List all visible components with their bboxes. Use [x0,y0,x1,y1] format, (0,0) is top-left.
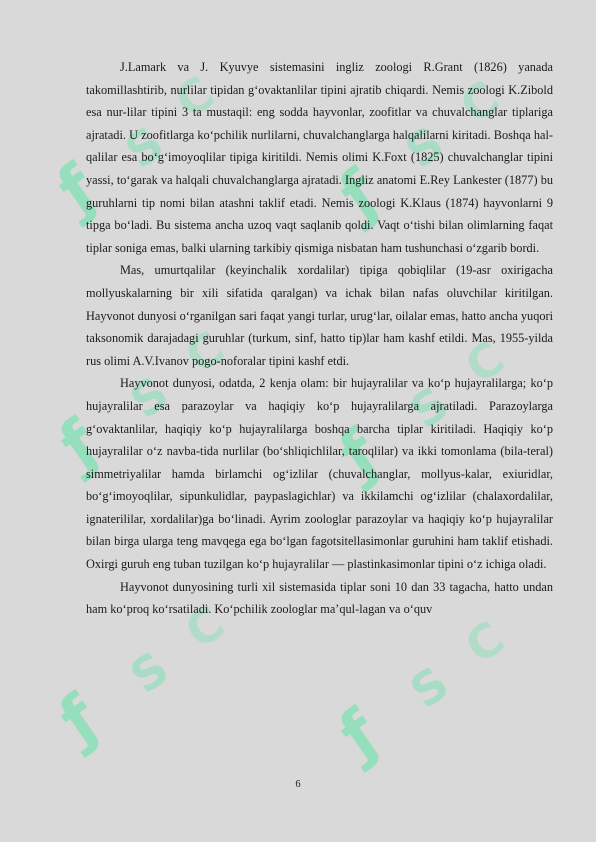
watermark-glyph: ƒ [326,156,392,234]
paragraph: Hayvonot dunyosi, odatda, 2 kenja olam: bir hujayralilar va ko‘p hujayralilarga; ko‘p hujayralilar esa parazoylar va haqiqiy ko‘p hujayralilarga ajratiladi. Parazoylarga g‘ovaktanlilar, haqiqiy ko‘p hujayralilarga boshqa barcha tiplar kiritiladi. Haqiqiy ko‘p hujayralilar o‘z navba-tida nurlilar (bo‘shliqichlilar, taroqlilar) va ikki tomonlama (bila-teral) simmetriyalilar hamda birlamchi og‘izlilar (chuvalchanglar, mollyus-kalar, exiuridlar, bo‘g‘imoyoqlilar, sipunkulidlar, paypaslagichlar) va ikkilamchi og‘izlilar (chalaxordalilar, ignaterililar, xordalilar)ga bo‘linadi. Ayrim zoologlar parazoylar va haqiqiy ko‘p hujayralilar bilan birga ularga teng mavqega ega bo‘lgan fagotsitellasimonlar guruhini ham taklif etishadi. Oxirgi guruh eng tuban tuzilgan ko‘p hujayralilar — plastinkasimonlar tipini o‘z ichiga oladi. [86,376,553,572]
watermark-glyph: S [120,640,179,705]
paragraph: J.Lamark va J. Kyuvye sistemasini ingliz zoologi R.Grant (1826) yanada takomillashtirib, nurlilar tipidan g‘ovaktanlilar tipini ajratib chiqardi. Nemis zoologi K.Zibold esa nur-lilar tipini 3 ta mustaqil: eng sodda hayvonlar, zoofitlar va chuvalchanglar tiplariga ajratadi. U zoofitlarga ko‘pchilik nurlilarni, chuvalchanglarga halqalilarni kiritadi. Boshqa hal-qalilar esa bo‘g‘imoyoqlilar tipiga kiritildi. Nemis olimi K.Foxt (1825) chuvalchanglar tipini yassi, to‘garak va halqali chuvalchanglarga ajratadi. Ingliz anatomi E.Rey Lankester (1877) bu guruhlarni tip nomi bilan atashni taklif etadi. Nemis zoologi K.Klaus (1874) hayvonlarni 9 tipga bo‘ladi. Bu sistema ancha uzoq vaqt saqlanib qoldi. Vaqt o‘tishi bilan olimlarning faqat tiplar soniga emas, balki ularning tarkibiy qismiga nisbatan ham tushunchasi o‘zgarib bordi. [86,60,553,255]
watermark-glyph: ƒ [46,681,112,759]
page-number: 6 [295,779,301,790]
watermark-glyph: ƒ [326,696,392,774]
paragraph: Hayvonot dunyosining turli xil sistemasida tiplar soni 10 dan 33 tagacha, hatto undan ham ko‘proq ko‘rsatiladi. Ko‘pchilik zoologlar ma’qul-lagan va o‘quv [86,579,553,617]
watermark-glyph: ƒ [46,406,112,484]
watermark-glyph: ƒ [44,151,110,229]
watermark-glyph: C [450,70,509,135]
watermark-glyph: ƒ [326,416,392,494]
paragraph: Mas, umurtqalilar (keyinchalik xordalilar) tipiga qobiqlilar (19-asr oxirigacha mollyuskalarning bir xili sifatida qaralgan) va ichak bilan nafas oluvchilar kiritilgan. Hayvonot dunyosi o‘rganilgan sari faqat yangi turlar, urug‘lar, oilalar emas, hatto ancha yuqori taksonomik darajadagi guruhlar (turkum, sinf, hatto tip)lar ham kashf etildi. Mas, 1955-yilda rus olimi A.V.Ivanov pogo-noforalar tipini kashf etdi. [86,263,553,368]
watermark-glyph: S [400,375,459,440]
watermark-glyph: S [120,365,179,430]
watermark-glyph: C [175,595,234,660]
watermark-glyph: C [455,610,514,675]
watermark-glyph: S [400,655,459,720]
watermark-glyph: S [115,115,174,180]
watermark-glyph: C [455,330,514,395]
body-text [86,56,553,621]
watermark-glyph: C [175,320,234,385]
watermark-glyph: C [165,65,224,130]
watermark-glyph: S [395,115,454,180]
